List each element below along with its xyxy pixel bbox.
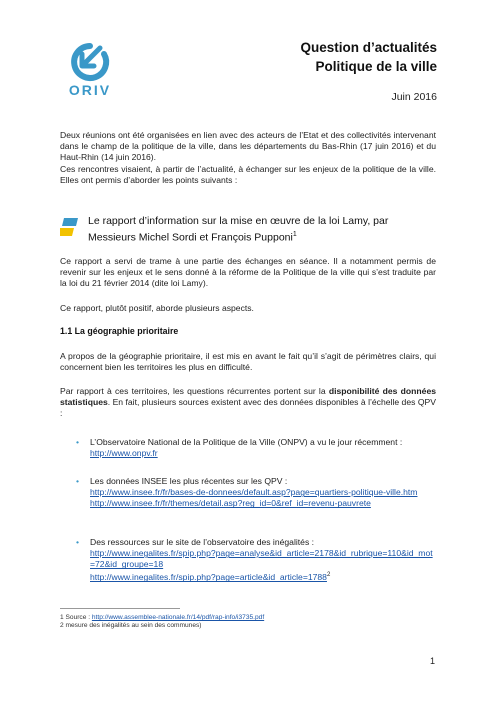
footnote-1-label: 1 Source : — [60, 614, 92, 621]
list-item — [90, 437, 436, 459]
intro-paragraph-2: Ces rencontres visaient, à partir de l’actualité, à échanger sur les enjeux de la politique de la ville. Elles ont permis d’aborder les points suivants : — [60, 164, 436, 186]
body-paragraph-1: Ce rapport a servi de trame à une partie des échanges en séance. Il a notamment permis de revenir sur les enjeux et le sens donné à la réforme de la Politique de la ville qui s’est traduite par la loi du 21 février 2014 (dite loi Lamy). — [60, 256, 436, 289]
list-item-text: L’Observatoire National de la Politique de la Ville (ONPV) a vu le jour récemment : — [90, 437, 403, 447]
bullet-marker: • — [76, 437, 80, 447]
body-paragraph-4 — [60, 386, 436, 420]
link-insee-quartiers[interactable]: http://www.insee.fr/fr/bases-de-donnees/default.asp?page=quartiers-politique-ville.htm — [90, 487, 418, 498]
list-item-text: Les données INSEE les plus récentes sur les QPV : — [90, 476, 288, 486]
p4-text-a: Par rapport à ces territoires, les questions récurrentes portent sur la — [60, 386, 329, 396]
body-paragraph-3: A propos de la géographie prioritaire, il est mis en avant le fait qu’il s’agit de périmètres clairs, qui concernent bien les territoires les plus en difficulté. — [60, 351, 436, 373]
list-item — [90, 476, 436, 510]
footnote-ref-1[interactable]: 1 — [292, 231, 297, 238]
list-item — [90, 537, 436, 584]
bullet-marker: • — [76, 476, 80, 486]
body-paragraph-2: Ce rapport, plutôt positif, aborde plusieurs aspects. — [60, 303, 254, 313]
subsection-heading: 1.1 La géographie prioritaire — [60, 326, 179, 336]
footnote-1-link[interactable]: http://www.assemblee-nationale.fr/14/pdf/rap-info/i3735.pdf — [91, 614, 265, 621]
footnote-1 — [60, 614, 264, 622]
link-inegalites-analyse[interactable]: http://www.inegalites.fr/spip.php?page=analyse&id_article=2178&id_rubrique=110&id_mot=72&id_groupe=18 — [90, 548, 433, 570]
section-title — [88, 214, 436, 245]
link-inegalites-article[interactable]: http://www.inegalites.fr/spip.php?page=article&id_article=1788 — [90, 572, 327, 583]
footnote-divider — [60, 608, 180, 609]
document-date: Juin 2016 — [391, 91, 437, 103]
title-line-1: Question d’actualités — [300, 40, 437, 55]
footnote-ref-2[interactable]: 2 — [326, 572, 331, 579]
title-line-2: Politique de la ville — [315, 59, 437, 74]
section-title-text: Le rapport d’information sur la mise en œuvre de la loi Lamy, par Messieurs Michel Sordi et François Pupponi — [88, 215, 389, 244]
link-insee-revenu[interactable]: http://www.insee.fr/fr/themes/detail.asp?reg_id=0&ref_id=revenu-pauvrete — [90, 498, 371, 509]
oriv-logo — [60, 40, 120, 84]
list-item-text: Des ressources sur le site de l’observatoire des inégalités : — [90, 537, 315, 547]
p4-text-bold: disponibilité des données statistiques — [60, 386, 437, 408]
section-bullet-icon — [60, 218, 80, 240]
document-title — [300, 38, 437, 76]
section-heading — [60, 206, 436, 246]
oriv-logo-mark — [60, 40, 120, 84]
bullet-marker: • — [76, 537, 80, 547]
footnote-2: 2 mesure des inégalités au sein des communes) — [60, 622, 202, 629]
page-number: 1 — [429, 656, 435, 666]
p4-text-b: . En fait, plusieurs sources existent avec des données disponibles à l’échelle des QPV : — [60, 397, 436, 419]
intro-paragraph-1: Deux réunions ont été organisées en lien avec des acteurs de l’Etat et des collectivités intervenant dans le champ de la politique de la ville, dans les départements du Bas-Rhin (17 juin 2016) et du Haut-Rhin (14 juin 2016). — [60, 130, 436, 163]
link-onpv[interactable]: http://www.onpv.fr — [90, 448, 158, 459]
logo-text: ORIV — [68, 82, 112, 98]
link-inegalites-article-line — [90, 572, 330, 582]
